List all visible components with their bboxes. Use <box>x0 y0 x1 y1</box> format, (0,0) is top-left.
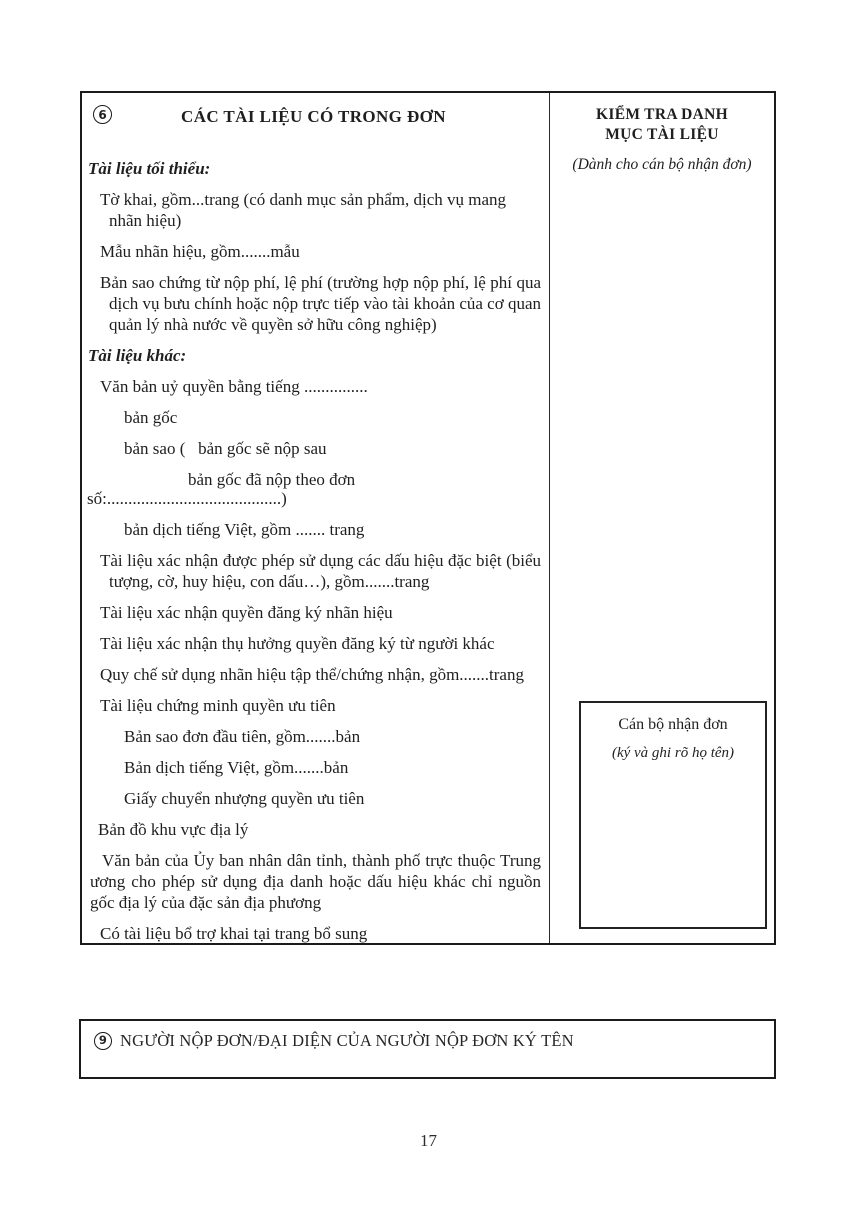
documents-column <box>82 93 550 943</box>
document-item: số:.........................................) <box>87 489 287 508</box>
document-item: Tài liệu tối thiểu: <box>88 159 211 178</box>
document-item: Tài liệu xác nhận quyền đăng ký nhãn hiệu <box>100 603 393 622</box>
section-number-badge: 6 <box>93 105 112 124</box>
check-column-title: KIỂM TRA DANH MỤC TÀI LIỆU <box>596 106 728 143</box>
signature-section <box>79 1019 776 1079</box>
document-item: Bản sao đơn đầu tiên, gồm.......bản <box>124 727 361 746</box>
document-item: Tài liệu xác nhận được phép sử dụng các dấu hiệu đặc biệt (biểu tượng, cờ, huy hiệu, con dấu…), gồm.......trang <box>100 551 546 591</box>
document-item: Bản dịch tiếng Việt, gồm.......bản <box>124 758 349 777</box>
document-item: bản gốc đã nộp theo đơn <box>188 470 356 489</box>
signature-label: NGƯỜI NỘP ĐƠN/ĐẠI DIỆN CỦA NGƯỜI NỘP ĐƠN KÝ TÊN <box>120 1031 574 1050</box>
document-item: bản sao ( bản gốc sẽ nộp sau <box>124 439 327 458</box>
document-item: Mẫu nhãn hiệu, gồm.......mẫu <box>100 242 300 261</box>
check-column-subtitle: (Dành cho cán bộ nhận đơn) <box>572 156 752 173</box>
document-item: Văn bản của Ủy ban nhân dân tỉnh, thành phố trực thuộc Trung ương cho phép sử dụng địa danh hoặc dấu hiệu khác chỉ nguồn gốc địa lý của đặc sản địa phương <box>90 851 546 912</box>
check-column <box>550 93 774 943</box>
page-number: 17 <box>420 1131 437 1150</box>
officer-signature-box <box>579 701 767 929</box>
document-item: Văn bản uỷ quyền bằng tiếng ............... <box>100 377 368 396</box>
document-item: Có tài liệu bổ trợ khai tại trang bổ sung <box>100 924 368 943</box>
document-item: Bản đồ khu vực địa lý <box>98 820 249 839</box>
section-title: CÁC TÀI LIỆU CÓ TRONG ĐƠN <box>181 107 446 126</box>
document-item: Tài liệu xác nhận thụ hưởng quyền đăng ký từ người khác <box>100 634 495 653</box>
document-item: bản gốc <box>124 408 178 427</box>
document-item: Tài liệu khác: <box>88 346 187 365</box>
documents-header <box>86 99 541 128</box>
signature-number-badge: 9 <box>94 1032 112 1050</box>
signature-heading <box>94 1031 774 1051</box>
document-item: Bản sao chứng từ nộp phí, lệ phí (trường hợp nộp phí, lệ phí qua dịch vụ bưu chính hoặc nộp trực tiếp vào tài khoản của cơ quan quản lý nhà nước về quyền sở hữu công nghiệp) <box>100 273 546 334</box>
document-item: Tờ khai, gồm...trang (có danh mục sản phẩm, dịch vụ mang nhãn hiệu) <box>100 190 511 230</box>
document-checklist <box>86 158 546 944</box>
documents-section <box>80 91 776 945</box>
document-item: Quy chế sử dụng nhãn hiệu tập thể/chứng nhận, gồm.......trang <box>100 665 524 684</box>
document-item: bản dịch tiếng Việt, gồm ....... trang <box>124 520 365 539</box>
officer-box-subtitle: (ký và ghi rõ họ tên) <box>611 745 735 761</box>
document-item: Tài liệu chứng minh quyền ưu tiên <box>100 696 336 715</box>
document-item: Giấy chuyển nhượng quyền ưu tiên <box>124 789 365 808</box>
officer-box-title: Cán bộ nhận đơn <box>618 716 728 733</box>
